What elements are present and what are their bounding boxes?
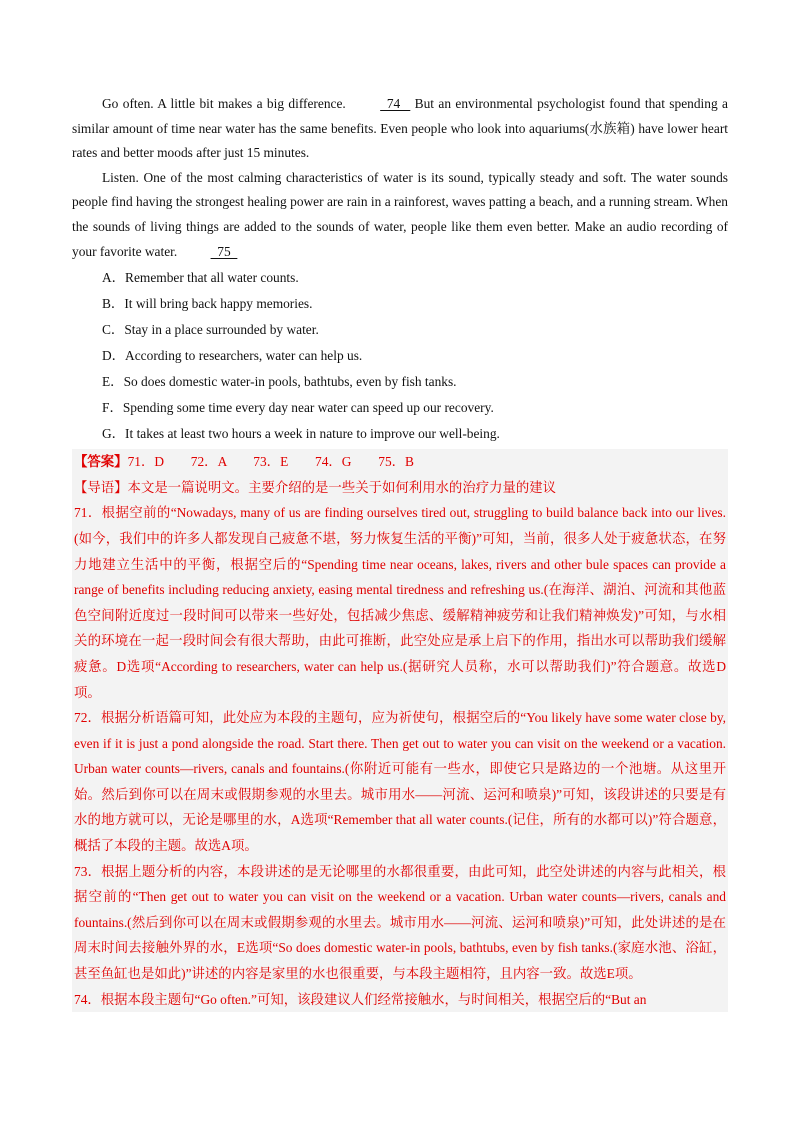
p1-before: Go often. A little bit makes a big difference. <box>102 96 351 111</box>
analysis-q72: 72．根据分析语篇可知，此处应为本段的主题句，应为祈使句，根据空后的“You likely have some water close by, even if it is just a pond alongside the road. Start there. Then get out to water you can visit on the weekend or a vacation. Urban water counts—rivers, canals and fountains.(你附近可能有一些水，即使它只是路边的一个池塘。从这里开始。然后到你可以在周末或假期参观的水里去。城市用水——河流、运河和喷泉)”可知，该段讲述的只要是有水的地方就可以，无论是哪里的水，A选项“Remember that all water counts.(记住，所有的水都可以)”符合题意，概括了本段的主题。故选A项。 <box>74 710 726 854</box>
p1-after: But an environmental psychologist found that spending a similar amount of time near water has the same benefits. Even people who look into aquariums(水族箱) have lower heart rates and better moods after just 15 minutes. <box>72 96 728 161</box>
option-e: E．So does domestic water-in pools, bathtubs, even by fish tanks. <box>102 374 457 390</box>
p2-before: Listen. One of the most calming characteristics of water is its sound, typically steady and soft. The water sounds people find having the strongest healing power are rain in a rainforest, waves patting a beach, and a running stream. When the sounds of living things are added to the sounds of water, people like them even better. Make an audio recording of your favorite water. <box>72 169 728 259</box>
option-g: G．It takes at least two hours a week in nature to improve our well-being. <box>102 426 500 442</box>
blank-74: 74 <box>380 96 411 111</box>
analysis-q73: 73．根据上题分析的内容，本段讲述的是无论哪里的水都很重要，由此可知，此空处讲述的内容与此相关，根据空前的“Then get out to water you can visit on the weekend or a vacation. Urban water counts—rivers, canals and fountains.(然后到你可以在周末或假期参观的水里去。城市用水——河流、运河和喷泉)”可知，此处讲述的是在周末时间去接触外界的水，E选项“So does domestic water-in pools, bathtubs, even by fish tanks.(家庭水池、浴缸，甚至鱼缸也是如此)”讲述的内容是家里的水也很重要，与本段主题相符，且内容一致。故选E项。 <box>74 863 726 982</box>
analysis-section <box>72 449 728 1012</box>
analysis-q74: 74．根据本段主题句“Go often.”可知，该段建议人们经常接触水，与时间相关，根据空后的“But an <box>74 991 647 1007</box>
option-a: A．Remember that all water counts. <box>102 270 299 286</box>
analysis-q71: 71．根据空前的“Nowadays, many of us are finding ourselves tired out, struggling to build balance back into our lives.(如今，我们中的许多人都发现自己疲惫不堪，努力恢复生活的平衡)”可知，当前，很多人处于疲惫状态，在努力地建立生活中的平衡，根据空后的“Spending time near oceans, lakes, rivers and other bule spaces can provide a range of benefits including reducing anxiety, easing mental tiredness and refreshing us.(在海洋、湖泊、河流和其他蓝色空间附近度过一段时间可以带来一些好处，包括减少焦虑、缓解精神疲劳和让我们精神焕发)”可知，与水相关的环境在一起一段时间会有很大帮助，由此可推断，此空处应是承上启下的作用，指出水可以帮助我们缓解疲惫。D选项“According to researchers, water can help us.(据研究人员称，水可以帮助我们)”符合题意。故选D项。 <box>74 505 726 700</box>
blank-75: 75 <box>210 243 238 259</box>
passage-paragraph-listen <box>72 166 728 264</box>
options-list <box>72 265 728 447</box>
guide-line: 【导语】本文是一篇说明文。主要介绍的是一些关于如何利用水的治疗力量的建议 <box>74 479 557 495</box>
answer-text: 71．D 72．A 73．E 74．G 75．B <box>127 454 414 470</box>
answer-tag: 【答案】 <box>74 454 128 470</box>
content <box>72 92 728 1012</box>
answer-line <box>74 449 726 475</box>
option-f: F．Spending some time every day near water can speed up our recovery. <box>102 400 494 416</box>
option-c: C．Stay in a place surrounded by water. <box>102 322 319 338</box>
option-b: B．It will bring back happy memories. <box>102 296 313 312</box>
option-d: D．According to researchers, water can help us. <box>102 348 363 364</box>
passage-paragraph-go-often <box>72 92 728 166</box>
